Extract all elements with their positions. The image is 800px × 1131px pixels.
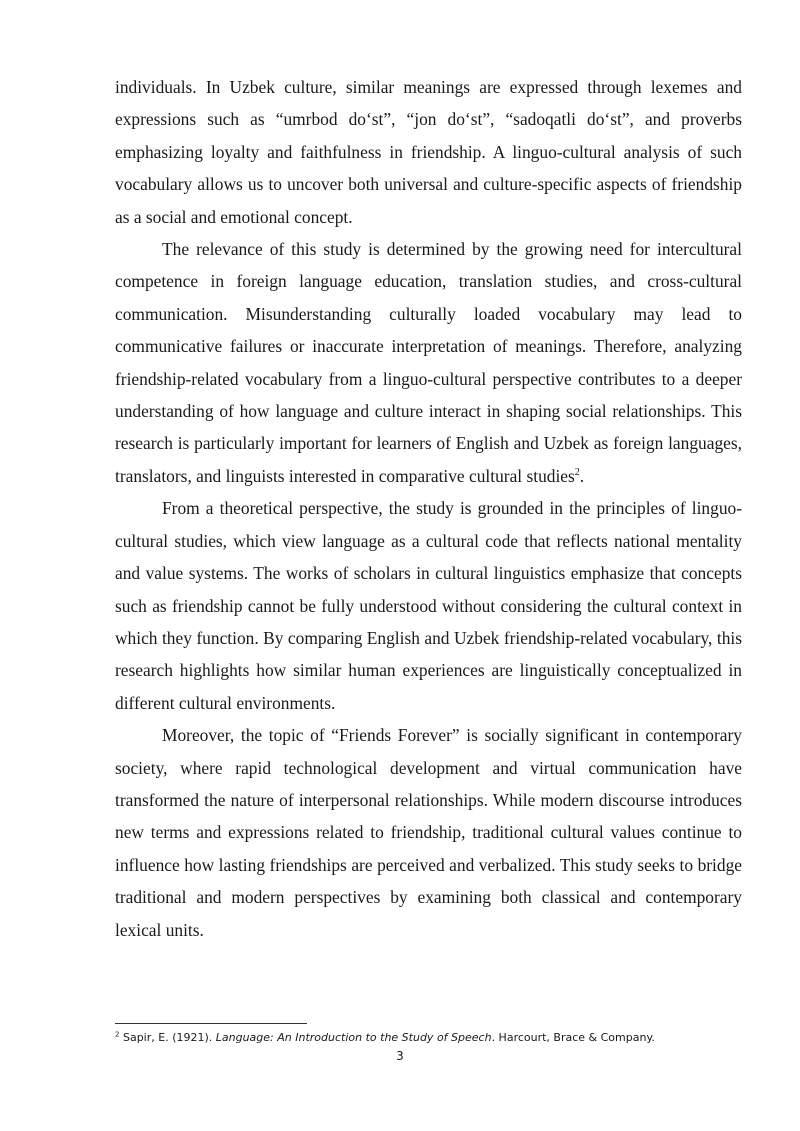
footnote-marker: 2 [115, 1030, 120, 1039]
paragraph-2 [115, 233, 742, 492]
body-text [115, 71, 742, 946]
paragraph-4-text: Moreover, the topic of “Friends Forever” is socially significant in contemporary society, where rapid technological development and virtual communication have transformed the nature of interpersonal relationships. While modern discourse introduces new terms and expressions related to friendship, traditional cultural values continue to influence how lasting friendships are perceived and verbalized. This study seeks to bridge traditional and modern perspectives by examining both classical and contemporary lexical units. [115, 725, 742, 940]
footnote-author: Sapir, E. (1921). [122, 1031, 216, 1044]
footnote-reference[interactable]: 2 [574, 467, 580, 479]
footnote-publisher: . Harcourt, Brace & Company. [491, 1031, 655, 1044]
paragraph-3 [115, 492, 742, 719]
paragraph-2-trailing: . [579, 465, 585, 486]
paragraph-2-text: The relevance of this study is determined by the growing need for intercultural competence in foreign language education, translation studies, and cross-cultural communication. Misunderstanding culturally loaded vocabulary may lead to communicative failures or inaccurate interpretation of meanings. Therefore, analyzing friendship-related vocabulary from a linguo-cultural perspective contributes to a deeper understanding of how language and culture interact in shaping social relationships. This research is particularly important for learners of English and Uzbek as foreign languages, translators, and linguists interested in comparative cultural studies [115, 239, 742, 486]
page-number: 3 [396, 1049, 404, 1063]
paragraph-4 [115, 719, 742, 946]
footnote [115, 1030, 755, 1046]
paragraph-3-text: From a theoretical perspective, the study is grounded in the principles of linguo-cultural studies, which view language as a cultural code that reflects national mentality and value systems. The works of scholars in cultural linguistics emphasize that concepts such as friendship cannot be fully understood without considering the cultural context in which they function. By comparing English and Uzbek friendship-related vocabulary, this research highlights how similar human experiences are linguistically conceptualized in different cultural environments. [115, 498, 742, 713]
paragraph-1 [115, 71, 742, 233]
paragraph-1-text: individuals. In Uzbek culture, similar meanings are expressed through lexemes and expressions such as “umrbod do‘st”, “jon do‘st”, “sadoqatli do‘st”, and proverbs emphasizing loyalty and faithfulness in friendship. A linguo-cultural analysis of such vocabulary allows us to uncover both universal and culture-specific aspects of friendship as a social and emotional concept. [115, 77, 742, 227]
footnote-title: Language: An Introduction to the Study of Speech [215, 1031, 492, 1044]
footnote-separator [115, 1023, 307, 1024]
